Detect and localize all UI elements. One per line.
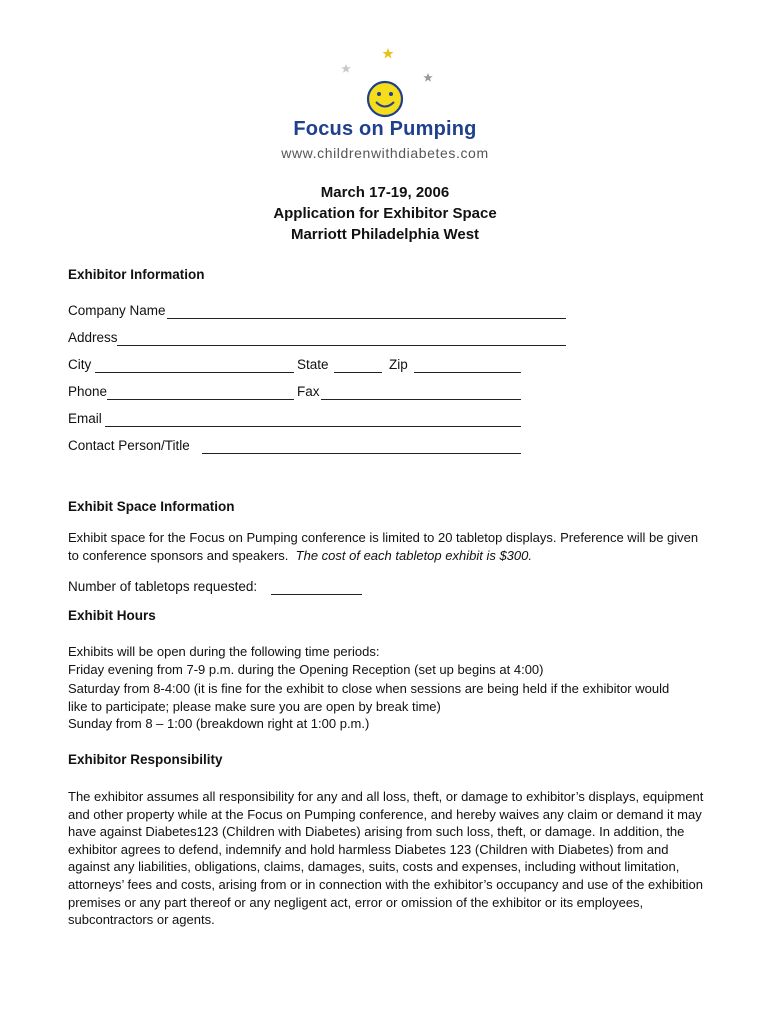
field-label: Phone [68, 384, 108, 399]
field-label: Fax [297, 384, 320, 399]
field-label: Email [68, 411, 102, 426]
field-label: City [68, 357, 92, 372]
city-line[interactable] [95, 372, 294, 373]
star-icon [341, 64, 351, 73]
field-label: Zip [389, 357, 408, 372]
contact-person-field[interactable] [68, 438, 523, 458]
company-name-field[interactable] [68, 303, 568, 323]
logo-url: www.childrenwithdiabetes.com [281, 145, 489, 161]
smiley-face-with-stars-icon [336, 44, 436, 120]
tabletops-field[interactable] [68, 579, 368, 599]
space-info-paragraph [68, 529, 708, 564]
field-label: State [297, 357, 329, 372]
hours-intro: Exhibits will be open during the following time periods: [68, 644, 380, 659]
responsibility-paragraph: The exhibitor assumes all responsibility for any and all loss, theft, or damage to exhibitor’s displays, equipment and other property while at the Focus on Pumping conference, and hereby waives any claim or demand it may have against Diabetes123 (Children with Diabetes) arising from such loss, theft, or damage. In addition, the exhibitor agrees to defend, indemnify and hold harmless Diabetes 123 (Children with Diabetes) from and against any liabilities, obligations, claims, damages, suits, costs and expenses, including without limitation, attorneys’ fees and costs, arising from or in connection with the exhibitor’s occupancy and use of the exhibition premises or any part thereof or any negligent act, error or omission of the exhibitor or its employees, subcontractors or agents. [68, 789, 704, 928]
phone-fax-row [68, 384, 523, 404]
section-heading-hours: Exhibit Hours [68, 608, 156, 623]
logo-title: Focus on Pumping [293, 118, 477, 140]
section-heading-responsibility: Exhibitor Responsibility [68, 752, 223, 767]
hours-saturday: Saturday from 8-4:00 (it is fine for the exhibit to close when sessions are being held if the exhibitor would like to participate; please make sure you are open by break time) [68, 681, 670, 714]
section-heading-exhibitor-info: Exhibitor Information [68, 267, 205, 282]
field-label: Number of tabletops requested: [68, 579, 258, 594]
cost-text: The cost of each tabletop exhibit is $300. [295, 547, 532, 563]
hours-sunday: Sunday from 8 – 1:00 (breakdown right at 1:00 p.m.) [68, 716, 370, 731]
field-label: Contact Person/Title [68, 438, 190, 453]
venue: Marriott Philadelphia West [290, 226, 480, 243]
page-title: Application for Exhibitor Space [273, 205, 497, 222]
address-line[interactable] [117, 345, 566, 346]
tabletops-line[interactable] [271, 594, 362, 595]
phone-line[interactable] [107, 399, 294, 400]
fax-line[interactable] [321, 399, 521, 400]
city-state-zip-row [68, 357, 523, 377]
event-date: March 17-19, 2006 [320, 184, 450, 201]
section-heading-space-info: Exhibit Space Information [68, 499, 235, 514]
state-line[interactable] [334, 372, 382, 373]
field-label: Address [68, 330, 118, 345]
logo [0, 0, 770, 170]
space-info-text: Exhibit space for the Focus on Pumping conference is limited to 20 tabletop displays. Preference will be given to conference sponsors and speakers. [68, 530, 699, 563]
email-line[interactable] [105, 426, 521, 427]
field-label: Company Name [68, 303, 166, 318]
address-field[interactable] [68, 330, 568, 350]
hours-friday: Friday evening from 7-9 p.m. during the Opening Reception (set up begins at 4:00) [68, 662, 544, 677]
star-icon [383, 48, 394, 59]
email-field[interactable] [68, 411, 523, 431]
zip-line[interactable] [414, 372, 521, 373]
company-name-line[interactable] [167, 318, 566, 319]
star-icon [423, 73, 433, 82]
contact-person-line[interactable] [202, 453, 521, 454]
